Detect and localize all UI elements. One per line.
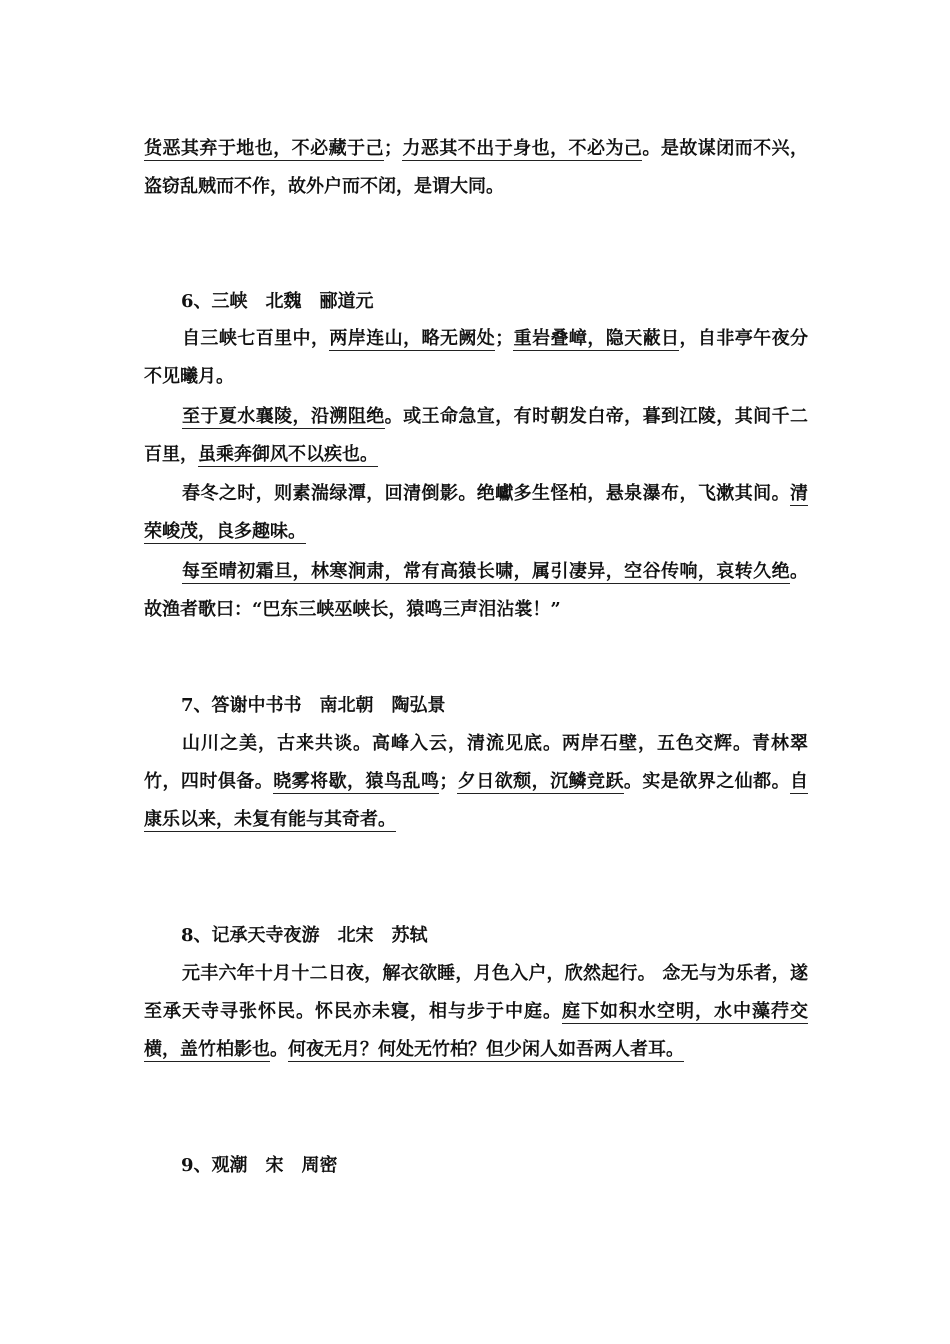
underlined-phrase: 力恶其不出于身也，不必为己 <box>401 138 643 159</box>
section7-paragraph-1 <box>144 725 808 839</box>
underlined-phrase: 何夜无月？何处无竹柏？但少闲人如吾两人者耳。 <box>288 1039 684 1060</box>
text-run: 春冬之时，则素湍绿潭，回清倒影。绝巘多生怪柏，悬泉瀑布，飞漱其间。 <box>182 483 790 504</box>
text-run: 自三峡七百里中， <box>182 328 330 349</box>
underlined-phrase: 货恶其弃于地也，不必藏于己 <box>144 138 384 159</box>
section7-heading: 7、答谢中书书 南北朝 陶弘景 <box>181 695 446 716</box>
underlined-phrase: 虽乘奔御风不以疾也。 <box>198 444 378 465</box>
underlined-phrase: 重岩叠嶂，隐天蔽日 <box>513 328 680 349</box>
underlined-phrase: 每至晴初霜旦，林寒涧肃，常有高猿长啸，属引凄异，空谷传响，哀转久绝 <box>182 561 790 582</box>
underlined-phrase: 庭下如积水空明，水中藻荇交横，盖竹柏影也 <box>144 1001 808 1060</box>
section6-paragraph-3 <box>144 475 808 551</box>
section5-tail-paragraph <box>144 130 808 206</box>
underlined-phrase: 两岸连山，略无阙处 <box>329 328 496 349</box>
underlined-phrase: 清荣峻茂，良多趣味。 <box>144 483 808 542</box>
section6-paragraph-2 <box>144 398 808 474</box>
text-run: 。实是欲界之仙都。 <box>623 771 791 792</box>
underlined-phrase: 至于夏水襄陵，沿溯阻绝 <box>182 406 385 427</box>
section9-heading: 9、观潮 宋 周密 <box>181 1155 338 1176</box>
text-run: ； <box>495 328 514 349</box>
text-run: 。或王命急宣，有时朝发白帝，暮到江陵，其间千二百里， <box>144 406 809 465</box>
text-run: ，自非亭午夜分不见曦月。 <box>144 328 809 387</box>
text-run: 。故渔者歌曰：“巴东三峡巫峡长，猿鸣三声泪沾裳！” <box>144 561 808 620</box>
underlined-phrase: 自康乐以来，未复有能与其奇者。 <box>144 771 809 830</box>
text-run: 山川之美，古来共谈。高峰入云，清流见底。两岸石壁，五色交辉。青林翠竹，四时俱备。 <box>144 733 808 792</box>
text-run: ； <box>439 771 458 792</box>
text-run: 。 <box>270 1039 288 1060</box>
underlined-phrase: 夕日欲颓，沉鳞竞跃 <box>457 771 624 792</box>
section8-heading: 8、记承天寺夜游 北宋 苏轼 <box>181 925 428 946</box>
text-run: ； <box>383 138 402 159</box>
section8-paragraph-1 <box>144 955 808 1069</box>
text-run: 元丰六年十月十二日夜，解衣欲睡，月色入户，欣然起行。 念无与为乐者，遂至承天寺寻张怀民。怀民亦未寝，相与步于中庭。 <box>144 963 808 1022</box>
section6-paragraph-4 <box>144 553 808 629</box>
text-run: 。是故谋闭而不兴，盗窃乱贼而不作，故外户而不闭，是谓大同。 <box>144 138 809 197</box>
section6-heading: 6、三峡 北魏 郦道元 <box>181 291 374 312</box>
underlined-phrase: 晓雾将歇，猿鸟乱鸣 <box>273 771 440 792</box>
section6-paragraph-1 <box>144 320 808 396</box>
